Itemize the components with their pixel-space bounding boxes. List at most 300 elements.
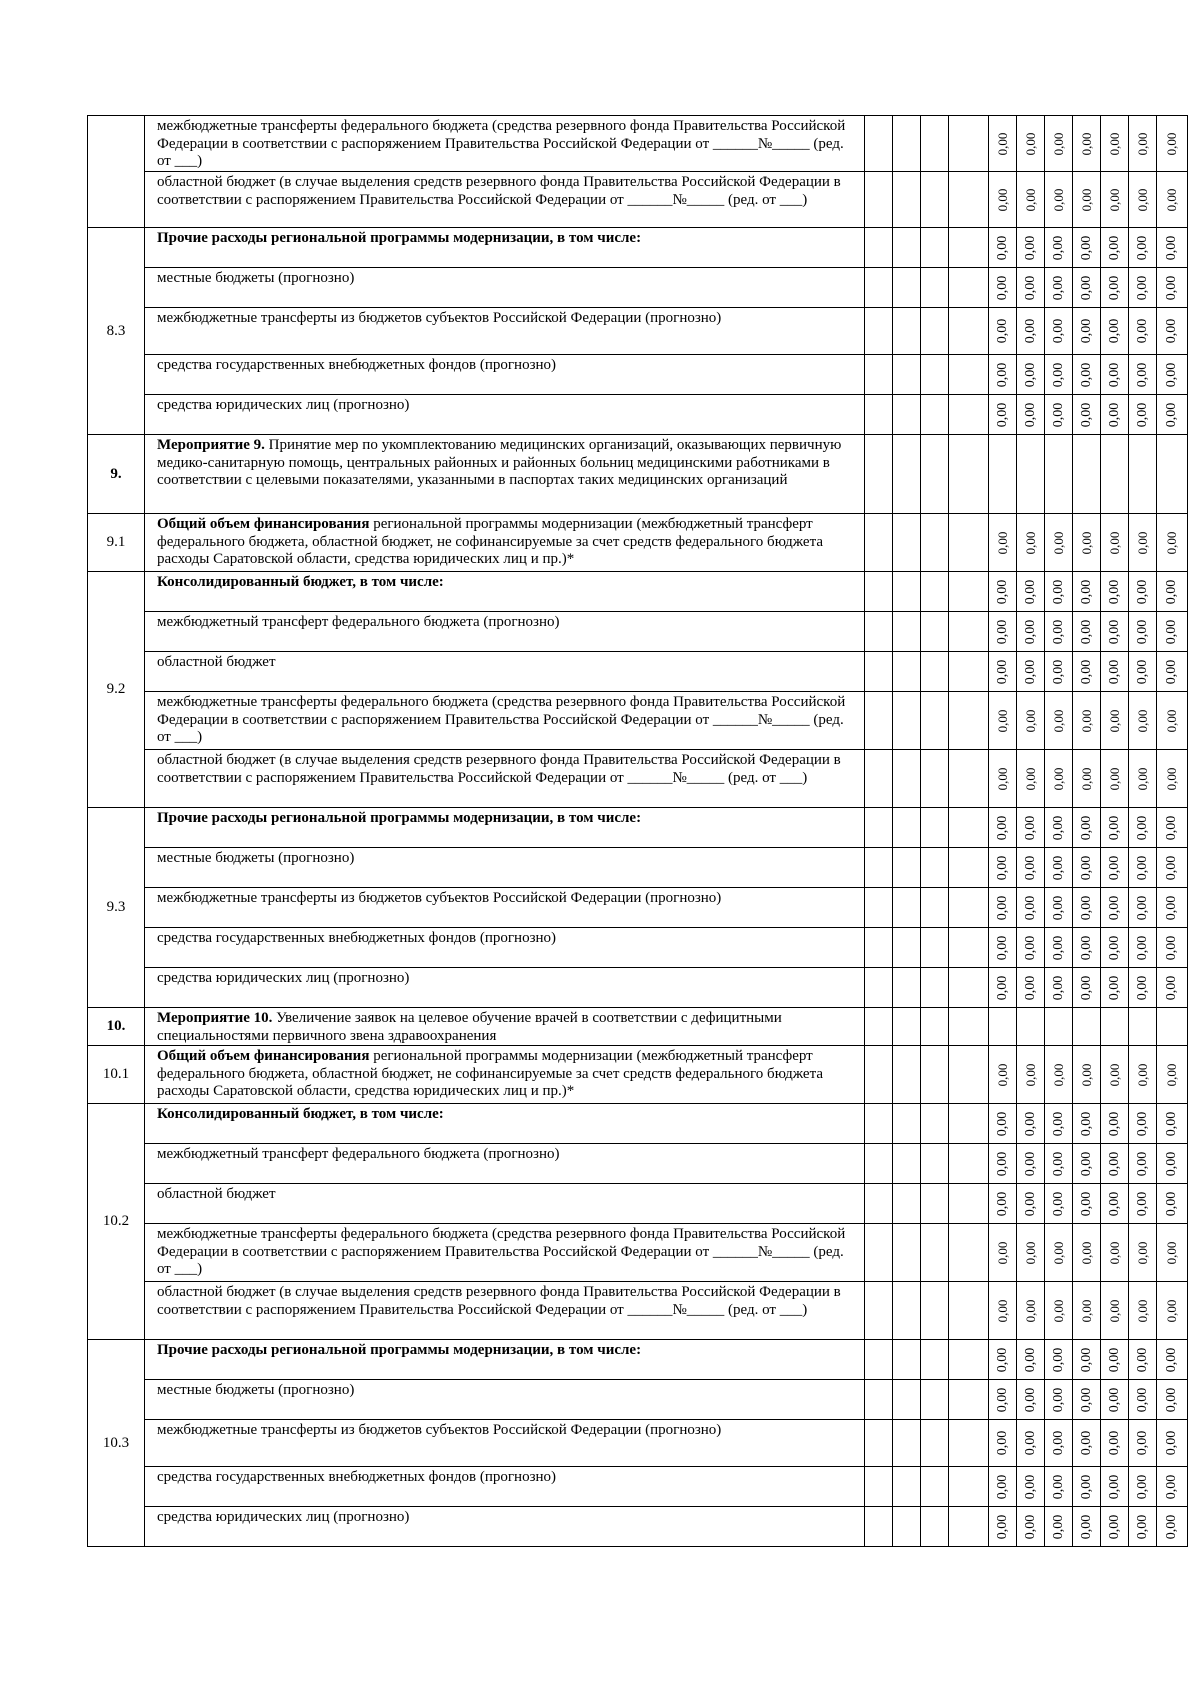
row-number-cell: 10.1 xyxy=(88,1046,145,1104)
empty-cell xyxy=(921,1008,949,1046)
value-cell xyxy=(989,395,1017,435)
value-text: 0,00 xyxy=(994,1299,1010,1322)
line-item-label: областной бюджет (в случае выделения средств резервного фонда Правительства Российской Федерации в соответствии с распоряжением Правительства Российской Федерации от ______№_____ (ред. от ___) xyxy=(157,752,841,786)
empty-cell xyxy=(949,116,989,172)
value-text: 0,00 xyxy=(1164,1474,1179,1499)
row-number-cell: 9.2 xyxy=(88,572,145,808)
value-text: 0,00 xyxy=(1164,579,1179,604)
description-cell xyxy=(145,1008,865,1046)
value-cell xyxy=(1073,1144,1101,1184)
empty-cell xyxy=(865,888,893,928)
value-text: 0,00 xyxy=(1106,767,1122,790)
value-text: 0,00 xyxy=(1050,362,1066,387)
empty-cell xyxy=(893,808,921,848)
value-text: 0,00 xyxy=(1050,132,1066,155)
value-text: 0,00 xyxy=(1050,275,1066,300)
value-cell xyxy=(1157,228,1188,268)
value-text: 0,00 xyxy=(1164,815,1179,840)
line-item-label: областной бюджет xyxy=(157,1186,276,1202)
empty-cell xyxy=(865,435,893,514)
value-cell xyxy=(1045,1104,1073,1144)
line-item-label: местные бюджеты (прогнозно) xyxy=(157,850,355,866)
value-text: 0,00 xyxy=(1106,275,1122,300)
value-text: 0,00 xyxy=(1050,402,1066,427)
value-cell xyxy=(1017,1184,1045,1224)
empty-cell xyxy=(893,172,921,228)
value-text: 0,00 xyxy=(1078,975,1094,1000)
empty-cell xyxy=(865,1380,893,1420)
value-cell xyxy=(1101,308,1129,355)
value-cell xyxy=(1157,1380,1188,1420)
value-text: 0,00 xyxy=(1106,895,1122,920)
value-text: 0,00 xyxy=(1106,531,1122,554)
value-text: 0,00 xyxy=(1050,895,1066,920)
value-cell xyxy=(1101,1104,1129,1144)
value-text: 0,00 xyxy=(1022,619,1038,644)
total-funding-title: Общий объем финансирования xyxy=(157,1048,370,1064)
empty-cell xyxy=(949,228,989,268)
value-cell xyxy=(1045,435,1073,514)
value-text: 0,00 xyxy=(1164,659,1179,684)
value-text: 0,00 xyxy=(1078,362,1094,387)
value-cell xyxy=(1073,1507,1101,1547)
value-text: 0,00 xyxy=(1078,318,1094,344)
value-cell xyxy=(1017,1046,1045,1104)
description-cell xyxy=(145,1224,865,1282)
value-cell xyxy=(1045,692,1073,750)
empty-cell xyxy=(921,1420,949,1467)
value-text: 0,00 xyxy=(994,1387,1010,1412)
value-text: 0,00 xyxy=(1078,1347,1094,1372)
value-cell xyxy=(1017,1224,1045,1282)
value-cell xyxy=(1073,692,1101,750)
value-cell xyxy=(1101,888,1129,928)
value-cell xyxy=(1073,848,1101,888)
empty-cell xyxy=(921,1507,949,1547)
line-item-label: средства государственных внебюджетных фондов (прогнозно) xyxy=(157,930,557,946)
empty-cell xyxy=(949,692,989,750)
value-cell xyxy=(989,1104,1017,1144)
value-cell xyxy=(1045,1467,1073,1507)
value-cell xyxy=(989,1467,1017,1507)
total-funding-description: региональной программы модернизации (межбюджетный трансферт федерального бюджета, областной бюджет, не софинансируемые за счет средств федерального бюджета расходы Саратовской области, средства юридических лиц и пр.)* xyxy=(157,516,823,567)
line-item-label: средства юридических лиц (прогнозно) xyxy=(157,970,410,986)
value-cell xyxy=(989,1420,1017,1467)
row-number-cell: 10.2 xyxy=(88,1104,145,1340)
value-cell xyxy=(1073,612,1101,652)
value-text: 0,00 xyxy=(1134,1063,1150,1086)
value-cell xyxy=(1157,308,1188,355)
value-text: 0,00 xyxy=(1022,659,1038,684)
value-cell xyxy=(989,968,1017,1008)
empty-cell xyxy=(921,750,949,808)
value-cell xyxy=(989,355,1017,395)
value-text: 0,00 xyxy=(1050,1241,1066,1264)
empty-cell xyxy=(893,1507,921,1547)
empty-cell xyxy=(893,268,921,308)
value-cell xyxy=(1129,968,1157,1008)
empty-cell xyxy=(865,308,893,355)
description-cell xyxy=(145,116,865,172)
value-cell xyxy=(1101,808,1129,848)
line-item-label: средства юридических лиц (прогнозно) xyxy=(157,1509,410,1525)
empty-cell xyxy=(893,928,921,968)
section-heading: Консолидированный бюджет, в том числе: xyxy=(157,1106,444,1122)
empty-cell xyxy=(949,1224,989,1282)
value-text: 0,00 xyxy=(1022,1430,1038,1456)
table-row xyxy=(88,435,1188,514)
value-cell xyxy=(1045,1380,1073,1420)
value-text: 0,00 xyxy=(994,1111,1010,1136)
value-text: 0,00 xyxy=(994,235,1010,260)
value-text: 0,00 xyxy=(994,188,1010,211)
value-cell xyxy=(989,888,1017,928)
value-text: 0,00 xyxy=(1106,1241,1122,1264)
value-text: 0,00 xyxy=(994,1151,1010,1176)
empty-cell xyxy=(949,514,989,572)
value-text: 0,00 xyxy=(994,767,1010,790)
row-number-cell: 9. xyxy=(88,435,145,514)
line-item-label: средства юридических лиц (прогнозно) xyxy=(157,397,410,413)
value-cell xyxy=(1045,750,1073,808)
value-text: 0,00 xyxy=(1022,1191,1038,1216)
empty-cell xyxy=(865,968,893,1008)
empty-cell xyxy=(949,308,989,355)
value-cell xyxy=(1073,268,1101,308)
value-cell xyxy=(1073,652,1101,692)
value-text: 0,00 xyxy=(1164,1387,1179,1412)
empty-cell xyxy=(921,1224,949,1282)
value-cell xyxy=(1045,888,1073,928)
value-text: 0,00 xyxy=(1164,1063,1179,1086)
measure-title: Мероприятие 10. xyxy=(157,1010,273,1026)
value-cell xyxy=(1157,1282,1188,1340)
value-cell xyxy=(1073,514,1101,572)
value-text: 0,00 xyxy=(1078,1514,1094,1539)
value-cell xyxy=(1101,1282,1129,1340)
value-text: 0,00 xyxy=(1106,1151,1122,1176)
value-cell xyxy=(1073,1380,1101,1420)
value-cell xyxy=(1101,514,1129,572)
empty-cell xyxy=(893,1282,921,1340)
value-text: 0,00 xyxy=(994,579,1010,604)
value-cell xyxy=(1073,1008,1101,1046)
table-row xyxy=(88,968,1188,1008)
value-text: 0,00 xyxy=(1134,815,1150,840)
value-text: 0,00 xyxy=(1134,1111,1150,1136)
value-cell xyxy=(989,1282,1017,1340)
value-cell xyxy=(1129,1184,1157,1224)
value-text: 0,00 xyxy=(1164,1299,1179,1322)
value-cell xyxy=(1045,308,1073,355)
table-row xyxy=(88,1420,1188,1467)
value-text: 0,00 xyxy=(1050,1347,1066,1372)
value-text: 0,00 xyxy=(1164,235,1179,260)
value-cell xyxy=(1129,1467,1157,1507)
value-text: 0,00 xyxy=(994,895,1010,920)
empty-cell xyxy=(865,1104,893,1144)
description-cell xyxy=(145,514,865,572)
value-cell xyxy=(1045,1282,1073,1340)
value-cell xyxy=(1157,750,1188,808)
value-cell xyxy=(1101,1340,1129,1380)
value-cell xyxy=(1157,172,1188,228)
value-text: 0,00 xyxy=(1050,767,1066,790)
value-cell xyxy=(1045,1144,1073,1184)
value-text: 0,00 xyxy=(994,709,1010,732)
empty-cell xyxy=(921,395,949,435)
empty-cell xyxy=(865,750,893,808)
value-text: 0,00 xyxy=(1050,188,1066,211)
table-row xyxy=(88,1184,1188,1224)
empty-cell xyxy=(865,172,893,228)
line-item-label: межбюджетные трансферты федерального бюджета (средства резервного фонда Правительства Российской Федерации в соответствии с распоряжением Правительства Российской Федерации от ______№_____ (ред. от ___) xyxy=(157,694,846,745)
table-row xyxy=(88,116,1188,172)
value-text: 0,00 xyxy=(1164,402,1179,427)
value-text: 0,00 xyxy=(1078,895,1094,920)
value-cell xyxy=(1157,808,1188,848)
description-cell xyxy=(145,1046,865,1104)
value-text: 0,00 xyxy=(1022,767,1038,790)
value-text: 0,00 xyxy=(1022,1111,1038,1136)
value-cell xyxy=(1129,848,1157,888)
value-text: 0,00 xyxy=(994,1347,1010,1372)
value-text: 0,00 xyxy=(1164,709,1179,732)
value-text: 0,00 xyxy=(1022,895,1038,920)
value-text: 0,00 xyxy=(1134,531,1150,554)
value-cell xyxy=(989,514,1017,572)
value-cell xyxy=(1129,1282,1157,1340)
empty-cell xyxy=(921,1184,949,1224)
value-cell xyxy=(1157,1507,1188,1547)
empty-cell xyxy=(949,355,989,395)
value-cell xyxy=(1045,928,1073,968)
table-row xyxy=(88,1046,1188,1104)
empty-cell xyxy=(865,1008,893,1046)
value-text: 0,00 xyxy=(1106,235,1122,260)
row-number-cell xyxy=(88,116,145,228)
value-text: 0,00 xyxy=(1164,975,1179,1000)
value-text: 0,00 xyxy=(1164,1241,1179,1264)
empty-cell xyxy=(949,888,989,928)
table-row xyxy=(88,612,1188,652)
value-text: 0,00 xyxy=(1022,188,1038,211)
value-cell xyxy=(989,1507,1017,1547)
empty-cell xyxy=(949,1046,989,1104)
table-row xyxy=(88,355,1188,395)
value-cell xyxy=(1073,928,1101,968)
value-cell xyxy=(1129,1507,1157,1547)
empty-cell xyxy=(893,1144,921,1184)
value-text: 0,00 xyxy=(1078,1191,1094,1216)
empty-cell xyxy=(949,1507,989,1547)
value-cell xyxy=(1157,928,1188,968)
value-text: 0,00 xyxy=(1078,1387,1094,1412)
value-text: 0,00 xyxy=(1134,132,1150,155)
empty-cell xyxy=(865,1467,893,1507)
empty-cell xyxy=(949,750,989,808)
empty-cell xyxy=(893,1380,921,1420)
description-cell xyxy=(145,308,865,355)
value-text: 0,00 xyxy=(1164,1111,1179,1136)
value-text: 0,00 xyxy=(1164,619,1179,644)
value-cell xyxy=(1073,1420,1101,1467)
value-text: 0,00 xyxy=(994,855,1010,880)
value-cell xyxy=(1045,1008,1073,1046)
value-cell xyxy=(1017,808,1045,848)
value-cell xyxy=(1017,1104,1045,1144)
table-row xyxy=(88,1008,1188,1046)
value-text: 0,00 xyxy=(994,1430,1010,1456)
empty-cell xyxy=(949,652,989,692)
value-text: 0,00 xyxy=(1134,895,1150,920)
value-text: 0,00 xyxy=(994,531,1010,554)
empty-cell xyxy=(921,1104,949,1144)
value-cell xyxy=(989,308,1017,355)
empty-cell xyxy=(865,1144,893,1184)
value-cell xyxy=(1129,928,1157,968)
empty-cell xyxy=(921,1144,949,1184)
value-cell xyxy=(1073,808,1101,848)
value-text: 0,00 xyxy=(1164,1191,1179,1216)
value-cell xyxy=(1045,1046,1073,1104)
value-text: 0,00 xyxy=(1078,1151,1094,1176)
value-cell xyxy=(1017,355,1045,395)
empty-cell xyxy=(865,268,893,308)
empty-cell xyxy=(865,572,893,612)
empty-cell xyxy=(921,1340,949,1380)
value-cell xyxy=(1073,1224,1101,1282)
value-text: 0,00 xyxy=(1022,531,1038,554)
value-text: 0,00 xyxy=(1164,1347,1179,1372)
value-cell xyxy=(1157,692,1188,750)
table-row xyxy=(88,1380,1188,1420)
description-cell xyxy=(145,1144,865,1184)
value-cell xyxy=(989,435,1017,514)
value-cell xyxy=(1073,888,1101,928)
value-text: 0,00 xyxy=(1134,402,1150,427)
value-cell xyxy=(1129,268,1157,308)
empty-cell xyxy=(921,1467,949,1507)
value-cell xyxy=(1073,1467,1101,1507)
value-text: 0,00 xyxy=(1078,235,1094,260)
empty-cell xyxy=(949,268,989,308)
value-cell xyxy=(1073,968,1101,1008)
value-text: 0,00 xyxy=(1134,767,1150,790)
value-cell xyxy=(1101,355,1129,395)
value-text: 0,00 xyxy=(1022,935,1038,960)
value-text: 0,00 xyxy=(994,815,1010,840)
empty-cell xyxy=(949,928,989,968)
empty-cell xyxy=(921,848,949,888)
value-text: 0,00 xyxy=(994,975,1010,1000)
line-item-label: межбюджетные трансферты федерального бюджета (средства резервного фонда Правительства Российской Федерации в соответствии с распоряжением Правительства Российской Федерации от ______№_____ (ред. от ___) xyxy=(157,1226,846,1277)
line-item-label: межбюджетные трансферты федерального бюджета (средства резервного фонда Правительства Российской Федерации в соответствии с распоряжением Правительства Российской Федерации от ______№_____ (ред. от ___) xyxy=(157,118,846,169)
value-cell xyxy=(1045,268,1073,308)
value-cell xyxy=(1017,968,1045,1008)
value-text: 0,00 xyxy=(1078,1474,1094,1499)
value-text: 0,00 xyxy=(994,362,1010,387)
table-row xyxy=(88,514,1188,572)
value-cell xyxy=(1101,612,1129,652)
line-item-label: межбюджетные трансферты из бюджетов субъектов Российской Федерации (прогнозно) xyxy=(157,890,722,906)
value-cell xyxy=(1073,228,1101,268)
empty-cell xyxy=(949,1144,989,1184)
empty-cell xyxy=(893,355,921,395)
value-cell xyxy=(1157,116,1188,172)
value-text: 0,00 xyxy=(1164,1514,1179,1539)
value-cell xyxy=(1045,228,1073,268)
empty-cell xyxy=(921,572,949,612)
empty-cell xyxy=(893,652,921,692)
value-cell xyxy=(1157,1340,1188,1380)
value-cell xyxy=(989,172,1017,228)
value-text: 0,00 xyxy=(1050,1474,1066,1499)
value-cell xyxy=(1045,572,1073,612)
value-text: 0,00 xyxy=(1022,1474,1038,1499)
value-text: 0,00 xyxy=(1050,815,1066,840)
value-cell xyxy=(1045,116,1073,172)
empty-cell xyxy=(893,888,921,928)
value-text: 0,00 xyxy=(1078,1299,1094,1322)
value-cell xyxy=(1017,1282,1045,1340)
description-cell xyxy=(145,1380,865,1420)
value-text: 0,00 xyxy=(1164,132,1179,155)
value-cell xyxy=(1017,514,1045,572)
table-row xyxy=(88,172,1188,228)
value-cell xyxy=(1045,968,1073,1008)
value-text: 0,00 xyxy=(1078,1430,1094,1456)
description-cell xyxy=(145,172,865,228)
value-cell xyxy=(989,228,1017,268)
value-cell xyxy=(1017,435,1045,514)
table-row xyxy=(88,888,1188,928)
row-number-cell: 9.1 xyxy=(88,514,145,572)
value-text: 0,00 xyxy=(1164,1151,1179,1176)
value-cell xyxy=(1157,395,1188,435)
empty-cell xyxy=(865,1420,893,1467)
total-funding-title: Общий объем финансирования xyxy=(157,516,370,532)
value-cell xyxy=(1017,308,1045,355)
value-cell xyxy=(1129,1224,1157,1282)
empty-cell xyxy=(949,1008,989,1046)
value-text: 0,00 xyxy=(994,1241,1010,1264)
empty-cell xyxy=(893,750,921,808)
description-cell xyxy=(145,228,865,268)
value-text: 0,00 xyxy=(1050,1063,1066,1086)
value-text: 0,00 xyxy=(1134,188,1150,211)
value-cell xyxy=(1017,1420,1045,1467)
value-text: 0,00 xyxy=(1022,1241,1038,1264)
empty-cell xyxy=(949,1380,989,1420)
value-cell xyxy=(1017,1507,1045,1547)
value-text: 0,00 xyxy=(1134,1474,1150,1499)
empty-cell xyxy=(865,1224,893,1282)
line-item-label: межбюджетные трансферты из бюджетов субъектов Российской Федерации (прогнозно) xyxy=(157,310,722,326)
value-text: 0,00 xyxy=(1164,362,1179,387)
row-number-cell: 9.3 xyxy=(88,808,145,1008)
table-row xyxy=(88,1467,1188,1507)
value-cell xyxy=(989,928,1017,968)
value-text: 0,00 xyxy=(994,1474,1010,1499)
table-row xyxy=(88,848,1188,888)
row-number-cell: 8.3 xyxy=(88,228,145,435)
value-cell xyxy=(1129,1144,1157,1184)
value-text: 0,00 xyxy=(1050,318,1066,344)
value-cell xyxy=(1045,848,1073,888)
value-cell xyxy=(1129,572,1157,612)
value-text: 0,00 xyxy=(994,659,1010,684)
